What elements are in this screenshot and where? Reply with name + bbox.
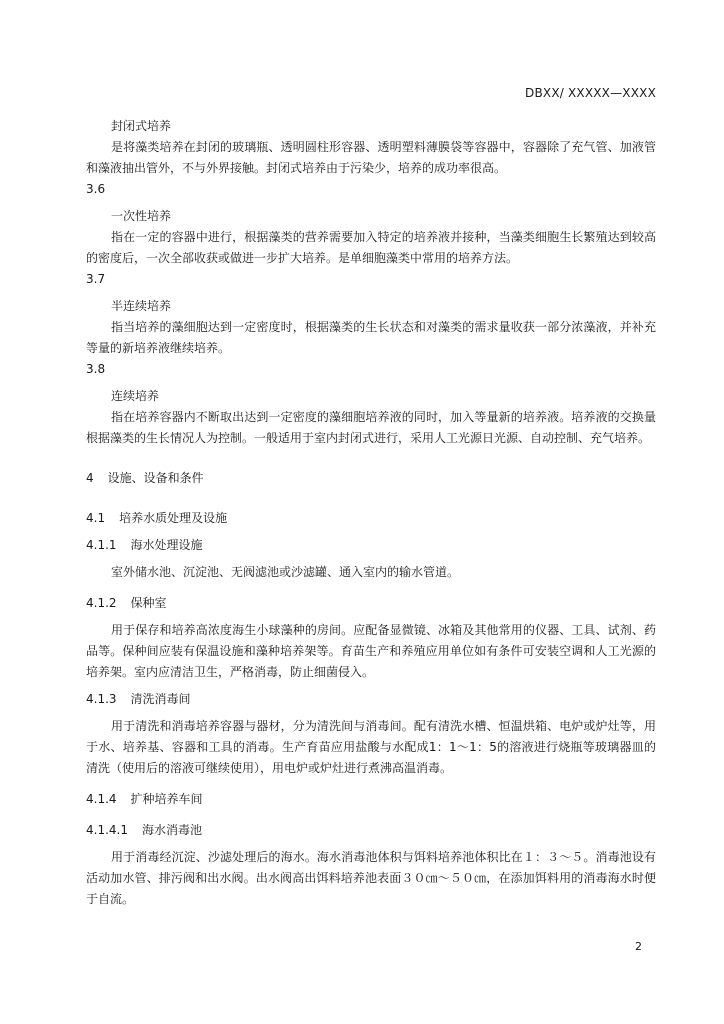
section-4-1-1-heading: [86, 535, 656, 556]
section-4-1-4-1-number: 4.1.4.1: [86, 823, 128, 837]
section-4-1-2-title: 保种室: [130, 596, 167, 610]
section-4-title: 设施、设备和条件: [107, 471, 204, 485]
section-4-1-4-1-text: 用于消毒经沉淀、沙滤处理后的海水。海水消毒池体积与饵料培养池体积比在１：３～５。消毒池设有活动加水管、排污阀和出水阀。出水阀高出饵料培养池表面３０㎝～５０㎝，在添加饵料用的消毒海水时便于自流。: [86, 850, 656, 906]
section-4-1-1-title: 海水处理设施: [130, 538, 203, 552]
section-4-1-1-text: 室外储水池、沉淀池、无阀滤池或沙滤罐、通入室内的输水管道。: [111, 565, 460, 579]
definition-batch-culture: 指在一定的容器中进行，根据藻类的营养需要加入特定的培养液并接种，当藻类细胞生长繁殖达到较高的密度后，一次全部收获或做进一步扩大培养。是单细胞藻类中常用的培养方法。: [86, 230, 656, 265]
section-4-number: 4: [86, 471, 94, 485]
term-batch-culture: 一次性培养: [111, 209, 172, 223]
section-4-1-4-heading: [86, 789, 656, 810]
section-4-1-2-text: 用于保存和培养高浓度海生小球藻种的房间。应配备显微镜、冰箱及其他常用的仪器、工具、试剂、药品等。保种间应装有保温设施和藻种培养架等。育苗生产和养殖应用单位如有条件可安装空调和人工光源的培养架。室内应清洁卫生，严格消毒，防止细菌侵入。: [86, 623, 656, 679]
section-4-1-3-title: 清洗消毒间: [130, 692, 191, 706]
section-4-1-4-1-title: 海水消毒池: [141, 823, 202, 837]
definition-semi-continuous-culture: 指当培养的藻细胞达到一定密度时，根据藻类的生长状态和对藻类的需求量收获一部分浓藻液，并补充等量的新培养液继续培养。: [86, 320, 656, 355]
document-body: [86, 116, 656, 910]
section-4-heading: [86, 468, 656, 489]
term-closed-culture: 封闭式培养: [111, 119, 172, 133]
section-4-1-3-text: 用于清洗和消毒培养容器与器材，分为清洗间与消毒间。配有清洗水槽、恒温烘箱、电炉或炉灶等，用于水、培养基、容器和工具的消毒。生产育苗应用盐酸与水配成1：1～1：5的溶液进行烧瓶等玻璃器皿的清洗（使用后的溶液可继续使用），用电炉或炉灶进行煮沸高温消毒。: [86, 719, 656, 775]
section-4-1-2-heading: [86, 593, 656, 614]
section-4-1-2-number: 4.1.2: [86, 596, 117, 610]
term-semi-continuous-culture: 半连续培养: [111, 299, 172, 313]
section-4-1-1-number: 4.1.1: [86, 538, 117, 552]
page-number: 2: [635, 940, 642, 953]
definition-closed-culture: 是将藻类培养在封闭的玻璃瓶、透明圆柱形容器、透明塑料薄膜袋等容器中，容器除了充气管、加液管和藻液抽出管外，不与外界接触。封闭式培养由于污染少，培养的成功率很高。: [86, 140, 656, 175]
definition-continuous-culture: 指在培养容器内不断取出达到一定密度的藻细胞培养液的同时，加入等量新的培养液。培养液的交换量根据藻类的生长情况人为控制。一般适用于室内封闭式进行，采用人工光源日光源、自动控制、充气培养。: [86, 410, 656, 445]
document-code-header: DBXX/ XXXXX—XXXX: [525, 86, 656, 100]
section-4-1-3-number: 4.1.3: [86, 692, 117, 706]
term-continuous-culture: 连续培养: [111, 389, 160, 403]
clause-number-3-6: 3.6: [86, 182, 106, 196]
section-4-1-heading: [86, 508, 656, 529]
section-4-1-4-title: 扩种培养车间: [130, 792, 203, 806]
clause-number-3-8: 3.8: [86, 362, 106, 376]
section-4-1-title: 培养水质处理及设施: [119, 511, 228, 525]
section-4-1-3-heading: [86, 689, 656, 710]
section-4-1-4-1-heading: [86, 820, 656, 841]
clause-number-3-7: 3.7: [86, 272, 106, 286]
section-4-1-4-number: 4.1.4: [86, 792, 117, 806]
section-4-1-number: 4.1: [86, 511, 106, 525]
